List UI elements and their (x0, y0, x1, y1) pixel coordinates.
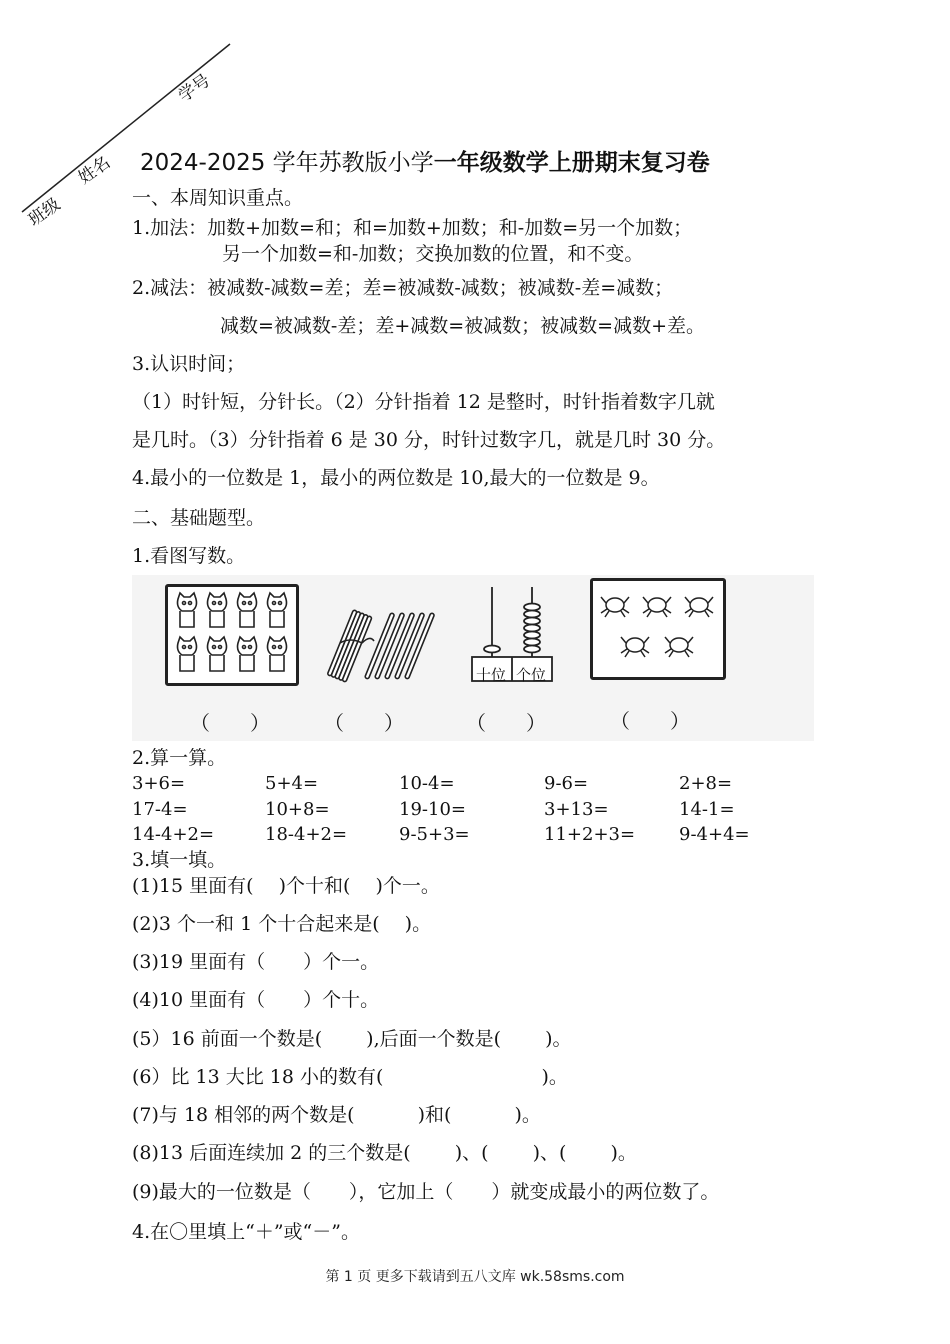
fill-item-8: (8)13 后面连续加 2 的三个数是( )、( )、( )。 (132, 1142, 637, 1164)
title-bold: 一年级数学上册期末复习卷 (433, 150, 710, 176)
abacus-ones-label: 个位 (516, 666, 547, 684)
q2-heading: 2.算一算。 (132, 747, 227, 769)
counting-sticks-icon (320, 605, 440, 685)
cats-frame (165, 584, 299, 686)
number-facts: 4.最小的一位数是 1，最小的两位数是 10,最大的一位数是 9。 (132, 467, 660, 489)
answer-blank-1[interactable]: （ ） (190, 711, 270, 735)
q1-heading: 1.看图写数。 (132, 545, 246, 567)
title-plain: 2024-2025 学年苏教版小学 (140, 150, 434, 176)
fill-item-3: (3)19 里面有（ ）个一。 (132, 951, 380, 973)
fill-item-4: (4)10 里面有（ ）个十。 (132, 989, 380, 1011)
crabs-frame (590, 578, 726, 680)
calc-r2-c2: 10+8= (265, 799, 330, 820)
calc-r3-c4: 11+2+3= (544, 824, 636, 845)
addition-rule-line2: 另一个加数=和-加数；交换加数的位置，和不变。 (222, 243, 644, 265)
calc-r2-c3: 19-10= (399, 799, 466, 820)
fill-item-1: (1)15 里面有( )个十和( )个一。 (132, 875, 440, 897)
name-label: 姓名 (74, 152, 115, 189)
answer-blank-2[interactable]: （ ） (324, 711, 404, 735)
section1-heading: 一、本周知识重点。 (132, 187, 304, 209)
calc-r1-c1: 3+6= (132, 773, 186, 794)
class-label: 班级 (24, 194, 65, 231)
answer-blank-3[interactable]: （ ） (466, 711, 546, 735)
subtraction-rule-line1: 2.减法：被减数-减数=差；差=被减数-减数；被减数-差=减数； (132, 277, 674, 299)
calc-r1-c5: 2+8= (679, 773, 733, 794)
time-line1: （1）时针短，分针长。（2）分针指着 12 是整时，时针指着数字几就 (132, 391, 715, 413)
time-heading: 3.认识时间； (132, 353, 246, 375)
page-title (140, 144, 710, 177)
counting-pictures (132, 575, 814, 741)
calc-r2-c1: 17-4= (132, 799, 188, 820)
id-label: 学号 (174, 70, 215, 107)
section2-heading: 二、基础题型。 (132, 507, 266, 529)
calc-r3-c3: 9-5+3= (399, 824, 470, 845)
calc-r3-c1: 14-4+2= (132, 824, 215, 845)
calc-r2-c4: 3+13= (544, 799, 609, 820)
calc-r1-c2: 5+4= (265, 773, 319, 794)
time-line2: 是几时。（3）分针指着 6 是 30 分，时针过数字几，就是几时 30 分。 (132, 429, 726, 451)
calc-r1-c4: 9-6= (544, 773, 589, 794)
q3-heading: 3.填一填。 (132, 849, 227, 871)
fill-item-5: (5）16 前面一个数是( ),后面一个数是( )。 (132, 1028, 572, 1050)
q4-heading: 4.在〇里填上“＋”或“－”。 (132, 1221, 360, 1243)
calc-r3-c2: 18-4+2= (265, 824, 348, 845)
abacus-tens-label: 十位 (476, 666, 507, 684)
calc-r1-c3: 10-4= (399, 773, 455, 794)
addition-rule-line1: 1.加法：加数+加数=和；和=加数+加数；和-加数=另一个加数； (132, 217, 693, 239)
subtraction-rule-line2: 减数=被减数-差；差+减数=被减数；被减数=减数+差。 (220, 315, 706, 337)
page-footer: 第 1 页 更多下载请到五八文库 wk.58sms.com (325, 1269, 625, 1285)
cat-icons (168, 587, 296, 683)
fill-item-7: (7)与 18 相邻的两个数是( )和( )。 (132, 1104, 541, 1126)
fill-item-6: (6）比 13 大比 18 小的数有( )。 (132, 1066, 568, 1088)
calc-r2-c5: 14-1= (679, 799, 735, 820)
crab-icons (593, 581, 723, 677)
fill-item-9: (9)最大的一位数是（ ），它加上（ ）就变成最小的两位数了。 (132, 1181, 720, 1203)
answer-blank-4[interactable]: （ ） (610, 709, 690, 733)
fill-item-2: (2)3 个一和 1 个十合起来是( )。 (132, 913, 432, 935)
calc-r3-c5: 9-4+4= (679, 824, 750, 845)
